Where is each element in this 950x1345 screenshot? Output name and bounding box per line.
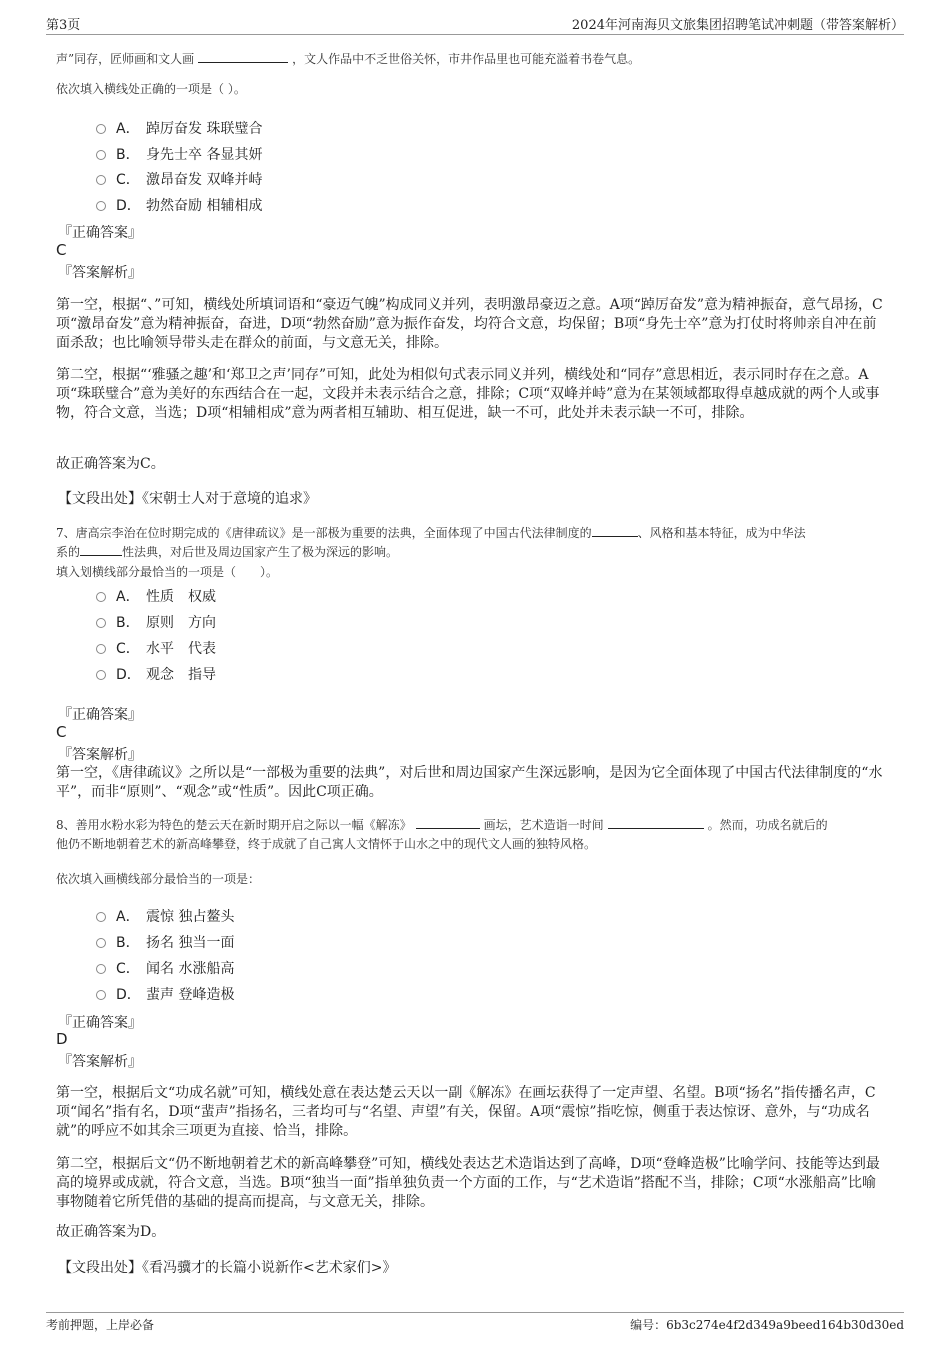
q6-answer-label: 『正确答案』 [58, 225, 142, 241]
blank [198, 50, 288, 63]
radio-icon[interactable] [96, 592, 106, 602]
q8-stem: 8、善用水粉水彩为特色的楚云天在新时期开启之际以一幅《解冻》 画坛，艺术造诣一时间 。然而，功成名就后的 他仍不断地朝着艺术的新高峰攀登，终于成就了自己寓人文情怀于山水之中的现代文人画的独特风格。 [56, 818, 828, 851]
document-title: 2024年河南海贝文旅集团招聘笔试冲刺题（带答案解析） [571, 18, 904, 33]
q8-analysis-p1: 第一空，根据后文“功成名就”可知，横线处意在表达楚云天以一副《解冻》在画坛获得了一定声望、名望。B项“扬名”指传播名声，C项“闻名”指有名，D项“蜚声”指扬名，三者均可与“名望、声望”有关，保留。A项“震惊”指吃惊，侧重于表达惊讶、意外，与“功成名就”的呼应不如其余三项更为直接、恰当，排除。 [56, 1085, 876, 1139]
page-number: 第3页 [46, 18, 81, 33]
radio-icon[interactable] [96, 175, 106, 185]
q6-analysis-p2: 第二空，根据“‘雅骚之趣’和‘郑卫之声’同存”可知，此处为相似句式表示同义并列，横线处和“同存”意思相近，表示同时存在之意。A项“珠联璧合”意为美好的东西结合在一起，文段并未表示结合之意，排除；C项“双峰并峙”意为在某领域都取得卓越成就的两个人或事物，符合文意，当选；D项“相辅相成”意为两者相互辅助、相互促进，缺一不可，此处并未表示缺一不可，排除。 [56, 367, 880, 421]
q6-option-d[interactable]: D． 勃然奋励 相辅相成 [96, 195, 262, 215]
radio-icon[interactable] [96, 150, 106, 160]
blank [592, 524, 638, 537]
page-header [46, 14, 904, 35]
radio-icon[interactable] [96, 938, 106, 948]
radio-icon[interactable] [96, 644, 106, 654]
q7-prompt: 填入划横线部分最恰当的一项是（ ）。 [56, 565, 279, 579]
q8-analysis-label: 『答案解析』 [58, 1054, 142, 1070]
q8-source: 【文段出处】《看冯骥才的长篇小说新作<艺术家们>》 [58, 1260, 397, 1276]
q7-option-b[interactable]: B． 原则 方向 [96, 612, 216, 632]
q6-option-b[interactable]: B． 身先士卒 各显其妍 [96, 144, 262, 164]
q6-answer: C [56, 241, 67, 259]
q6-conclusion: 故正确答案为C。 [56, 456, 165, 472]
q7-answer: C [56, 723, 67, 741]
blank [80, 543, 122, 556]
q6-analysis-label: 『答案解析』 [58, 265, 142, 281]
radio-icon[interactable] [96, 964, 106, 974]
q8-conclusion: 故正确答案为D。 [56, 1224, 166, 1240]
radio-icon[interactable] [96, 201, 106, 211]
q8-option-d[interactable]: D． 蜚声 登峰造极 [96, 984, 234, 1004]
q7-answer-label: 『正确答案』 [58, 707, 142, 723]
radio-icon[interactable] [96, 618, 106, 628]
footer-id: 编号：6b3c274e4f2d349a9beed164b30d30ed [630, 1318, 904, 1332]
q7-option-d[interactable]: D． 观念 指导 [96, 664, 216, 684]
q8-option-a[interactable]: A． 震惊 独占鳌头 [96, 906, 234, 926]
q7-stem: 7、唐高宗李治在位时期完成的《唐律疏议》是一部极为重要的法典，全面体现了中国古代法律制度的 、风格和基本特征，成为中华法 系的 性法典，对后世及周边国家产生了极为深远的影响。 [56, 526, 806, 559]
radio-icon[interactable] [96, 912, 106, 922]
q7-analysis-p1: 第一空，《唐律疏议》之所以是“一部极为重要的法典”，对后世和周边国家产生深远影响，是因为它全面体现了中国古代法律制度的“水平”，而非“原则”、“观念”或“性质”。因此C项正确。 [56, 765, 883, 800]
q6-stem: 声”同存，匠师画和文人画 ，文人作品中不乏世俗关怀，市井作品里也可能充溢着书卷气息。 [56, 52, 641, 66]
radio-icon[interactable] [96, 990, 106, 1000]
q7-option-c[interactable]: C． 水平 代表 [96, 638, 216, 658]
q6-analysis-p1: 第一空，根据“、”可知，横线处所填词语和“豪迈气魄”构成同义并列，表明激昂豪迈之意。A项“踔厉奋发”意为精神振奋，意气昂扬，C项“激昂奋发”意为精神振奋，奋进，D项“勃然奋励”意为振作奋发，均符合文意，均保留；B项“身先士卒”意为打仗时将帅亲自冲在前面杀敌；也比喻领导带头走在群众的前面，与文意无关，排除。 [56, 297, 883, 351]
q7-analysis-label: 『答案解析』 [58, 747, 142, 763]
q8-option-b[interactable]: B． 扬名 独当一面 [96, 932, 234, 952]
blank [608, 816, 704, 829]
radio-icon[interactable] [96, 124, 106, 134]
q7-option-a[interactable]: A． 性质 权威 [96, 586, 216, 606]
q6-source: 【文段出处】《宋朝士人对于意境的追求》 [58, 491, 317, 507]
radio-icon[interactable] [96, 670, 106, 680]
q6-prompt: 依次填入横线处正确的一项是（ ）。 [56, 82, 246, 96]
footer-slogan: 考前押题，上岸必备 [46, 1318, 155, 1332]
q8-answer: D [56, 1030, 68, 1048]
page-footer [46, 1312, 904, 1332]
q8-answer-label: 『正确答案』 [58, 1015, 142, 1031]
q6-option-a[interactable]: A． 踔厉奋发 珠联璧合 [96, 118, 262, 138]
q8-prompt: 依次填入画横线部分最恰当的一项是： [56, 872, 261, 886]
blank [416, 816, 480, 829]
q8-analysis-p2: 第二空，根据后文“仍不断地朝着艺术的新高峰攀登”可知，横线处表达艺术造诣达到了高峰，D项“登峰造极”比喻学问、技能等达到最高的境界或成就，符合文意，当选。B项“独当一面”指单独负责一个方面的工作，与“艺术造诣”搭配不当，排除；C项“水涨船高”比喻事物随着它所凭借的基础的提高而提高，与文意无关，排除。 [56, 1156, 880, 1210]
q8-option-c[interactable]: C． 闻名 水涨船高 [96, 958, 234, 978]
q6-option-c[interactable]: C． 激昂奋发 双峰并峙 [96, 169, 262, 189]
